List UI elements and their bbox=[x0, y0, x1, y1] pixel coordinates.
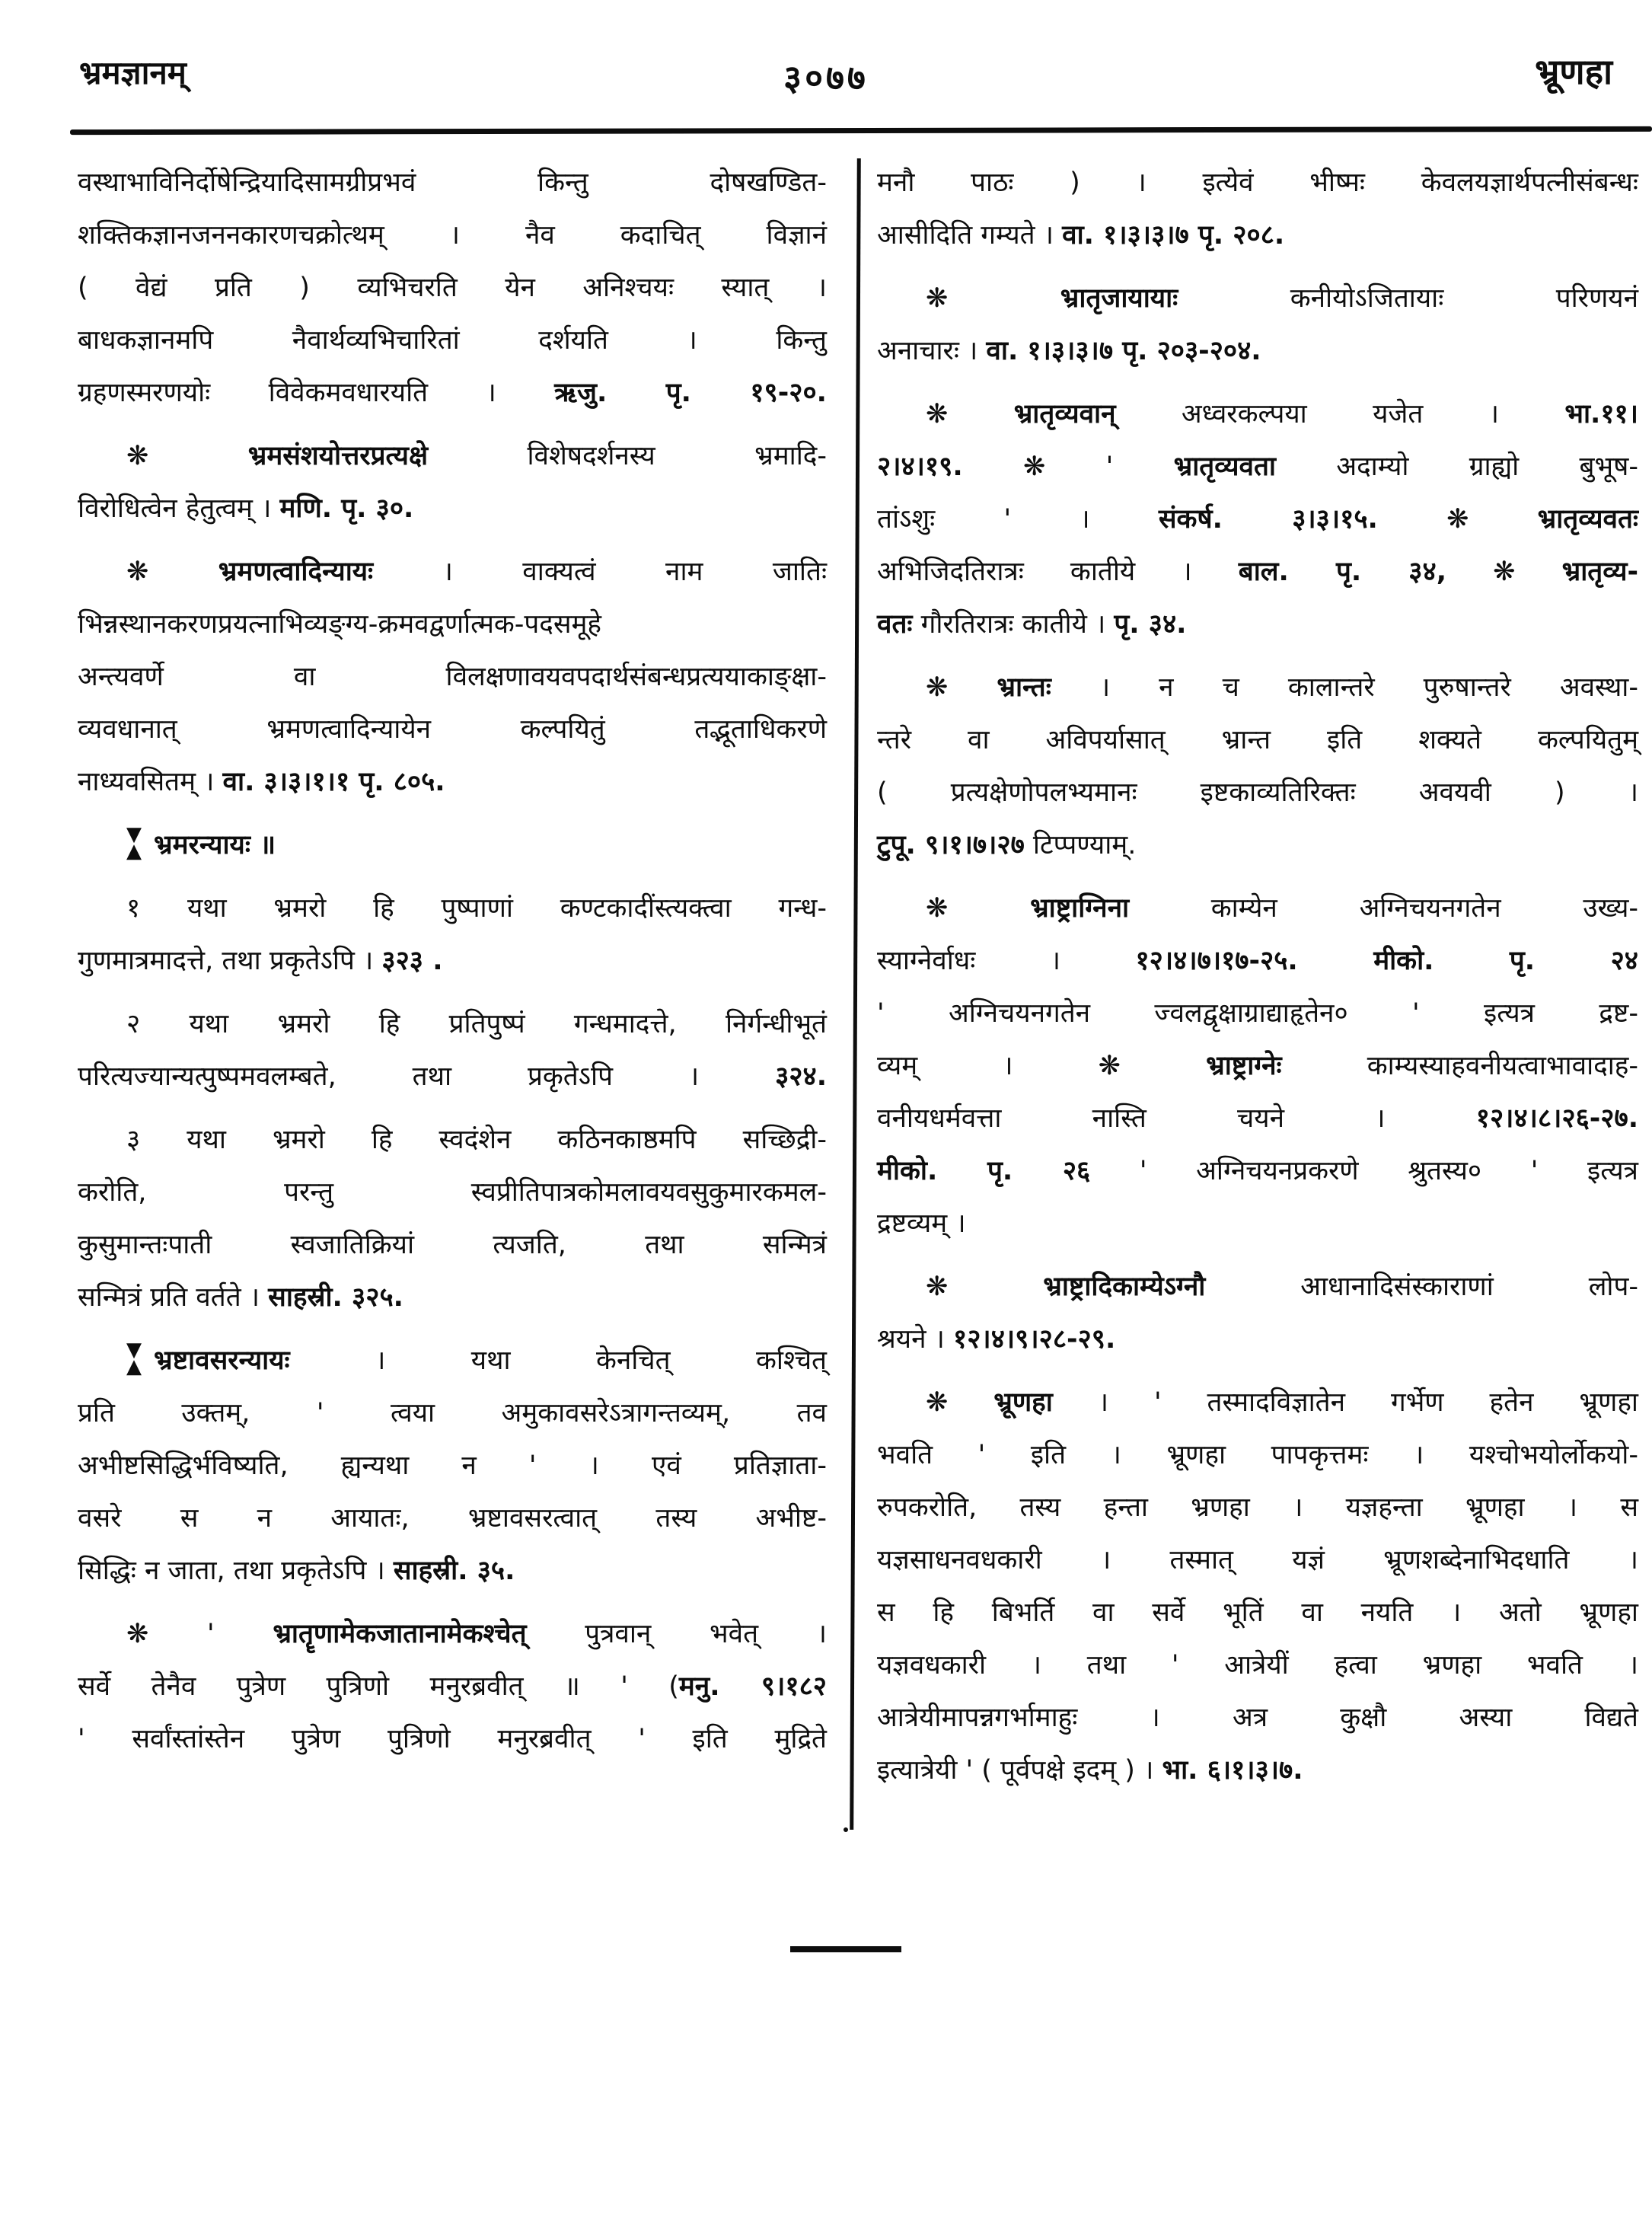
entry-marker-icon: ❋ bbox=[926, 893, 1031, 924]
text-line: ❋ भ्राष्ट्रादिकाम्येऽग्नौ आधानादिसंस्काराणां लोप- bbox=[926, 1272, 1638, 1302]
text-line: तांऽशुः ' । संकर्ष. ३।३।१५. ❋ भ्रातृव्यवतः bbox=[877, 504, 1638, 535]
text-line: २।४।१९. ❋ ' भ्रातृव्यवता अदाम्यो ग्राह्यो बुभूष- bbox=[877, 452, 1638, 482]
text-line: गुणमात्रमादत्ते, तथा प्रकृतेऽपि । ३२३ . bbox=[78, 946, 443, 976]
scan-artifact-dot bbox=[844, 1827, 848, 1832]
text-line: श्रयने । १२।४।९।२८-२९. bbox=[877, 1324, 1116, 1355]
text-line: ( वेद्यं प्रति ) व्यभिचरति येन अनिश्चयः स्यात् । bbox=[78, 273, 827, 303]
text-line: आत्रेयीमापन्नगर्भामाहुः । अत्र कुक्षौ अस्या विद्यते bbox=[877, 1703, 1638, 1733]
entry-marker-icon: ❋ bbox=[926, 672, 997, 703]
text-line: ३ यथा भ्रमरो हि स्वदंशेन कठिनकाष्ठमपि सच्छिद्री- bbox=[126, 1125, 827, 1155]
text-line: ❋ भ्रातृव्यवान् अध्वरकल्पया यजेत । भा.११। bbox=[926, 399, 1638, 429]
text-line: ❋ भ्रमसंशयोत्तरप्रत्यक्षे विशेषदर्शनस्य भ्रमादि- bbox=[126, 441, 827, 471]
text-line: भिन्नस्थानकरणप्रयत्नाभिव्यङ्ग्य-क्रमवद्वर्णात्मक-पदसमूहे bbox=[78, 609, 602, 640]
text-line: मीको. पृ. २६ ' अग्निचयनप्रकरणे श्रुतस्य० ' इत्यत्र bbox=[877, 1156, 1638, 1186]
text-line: न्तरे वा अविपर्यासात् भ्रान्त इति शक्यते कल्पयितुम् bbox=[877, 725, 1638, 755]
entry-marker-icon: ❋ bbox=[126, 441, 248, 471]
text-line: मनौ पाठः ) । इत्येवं भीष्मः केवलयज्ञार्थपत्नीसंबन्धः bbox=[877, 168, 1638, 198]
text-line: वस्थाभाविनिर्दोषेन्द्रियादिसामग्रीप्रभवं किन्तु दोषखण्डित- bbox=[78, 168, 827, 198]
text-line: बाधकज्ञानमपि नैवार्थव्यभिचारितां दर्शयति । किन्तु bbox=[78, 325, 827, 356]
text-line: वतः गौरतिरात्रः कातीये । पृ. ३४. bbox=[877, 609, 1187, 640]
column-divider-rule bbox=[850, 158, 861, 1830]
text-line: सन्मित्रं प्रति वर्तते । साहस्री. ३२५. bbox=[78, 1282, 403, 1313]
text-line: ▼ ▲ भ्रष्टावसरन्यायः । यथा केनचित् कश्चित् bbox=[126, 1339, 827, 1378]
text-line: ❋ ' भ्रातॄणामेकजातानामेकश्चेत् पुत्रवान् भवेत् । bbox=[126, 1619, 827, 1649]
text-line: व्यवधानात् भ्रमणत्वादिन्यायेन कल्पयितुं तद्भूताधिकरणे bbox=[78, 714, 827, 745]
text-line: यज्ञवधकारी । तथा ' आत्रेयीं हत्वा भ्रणहा भवति । bbox=[877, 1650, 1638, 1680]
text-line: ' सर्वांस्तांस्तेन पुत्रेण पुत्रिणो मनुरब्रवीत् ' इति मुद्रिते bbox=[78, 1724, 827, 1754]
text-line: आसीदिति गम्यते । वा. १।३।३।७ पृ. २०८. bbox=[877, 220, 1285, 251]
text-line: नाध्यवसितम् । वा. ३।३।१।१ पृ. ८०५. bbox=[78, 767, 445, 797]
entry-marker-icon: ❋ bbox=[1377, 504, 1538, 535]
text-line: अभिजिदतिरात्रः कातीये । बाल. पृ. ३४, ❋ भ्रातृव्य- bbox=[877, 557, 1639, 587]
text-line: ▼ ▲ भ्रमरन्यायः ॥ bbox=[126, 823, 276, 863]
text-line: स हि बिभर्ति वा सर्वे भूतिं वा नयति । अतो भ्रूणहा bbox=[877, 1597, 1638, 1628]
text-line: द्रष्टव्यम् । bbox=[877, 1208, 966, 1239]
text-line: इत्यात्रेयी ' ( पूर्वपक्षे इदम् ) । भा. ६।१।३।७. bbox=[877, 1755, 1303, 1786]
text-line: ( प्रत्यक्षेणोपलभ्यमानः इष्टकाव्यतिरिक्तः अवयवी ) । bbox=[877, 777, 1638, 808]
text-line: अनाचारः । वा. १।३।३।७ पृ. २०३-२०४. bbox=[877, 336, 1261, 366]
text-line: २ यथा भ्रमरो हि प्रतिपुष्पं गन्धमादत्ते, निर्गन्धीभूतं bbox=[126, 1009, 827, 1039]
text-line: सिद्धिः न जाता, तथा प्रकृतेऽपि । साहस्री. ३५. bbox=[78, 1556, 515, 1586]
entry-marker-icon: ❋ ' bbox=[962, 452, 1174, 482]
fleuron-ornament-icon: ▼ ▲ bbox=[126, 1339, 142, 1378]
header-left-title: भ्रमज्ञानम् bbox=[79, 54, 187, 91]
header-rule bbox=[70, 126, 1652, 135]
text-line: व्यम् । ❋ भ्राष्ट्राग्नेः काम्यस्याहवनीयत्वाभावादाह- bbox=[877, 1051, 1639, 1081]
entry-marker-icon: ❋ bbox=[926, 399, 1014, 429]
text-line: वनीयधर्मवत्ता नास्ति चयने । १२।४।८।२६-२७. bbox=[877, 1103, 1638, 1134]
text-line: १ यथा भ्रमरो हि पुष्पाणां कण्टकादींस्त्यक्त्वा गन्ध- bbox=[126, 893, 827, 924]
text-line: प्रति उक्तम्, ' त्वया अमुकावसरेऽत्रागन्तव्यम्, तव bbox=[78, 1398, 827, 1428]
text-line: ❋ भ्रान्तः । न च कालान्तरे पुरुषान्तरे अवस्था- bbox=[926, 672, 1639, 703]
text-line: ❋ भ्रातृजायायाः कनीयोऽजितायाः परिणयनं bbox=[926, 283, 1639, 314]
entry-marker-icon: ❋ bbox=[126, 557, 218, 587]
text-line: भवति ' इति । भ्रूणहा पापकृत्तमः । यश्चोभयोर्लोकयो- bbox=[877, 1440, 1638, 1470]
text-line: रुपकरोति, तस्य हन्ता भ्रणहा । यज्ञहन्ता भ्रूणहा । स bbox=[877, 1492, 1638, 1523]
text-line: ❋ भ्रूणहा । ' तस्मादविज्ञातेन गर्भेण हतेन भ्रूणहा bbox=[926, 1387, 1638, 1418]
text-line: करोति, परन्तु स्वप्रीतिपात्रकोमलावयवसुकुमारकमल- bbox=[78, 1177, 827, 1208]
text-line: परित्यज्यान्यत्पुष्पमवलम्बते, तथा प्रकृतेऽपि । ३२४. bbox=[78, 1061, 827, 1092]
footer-rule bbox=[790, 1946, 901, 1952]
column-left bbox=[78, 157, 827, 1766]
entry-marker-icon: ❋ bbox=[926, 1387, 994, 1418]
text-line: ' अग्निचयनगतेन ज्वलद्वृक्षाग्राद्याहृतेन० ' इत्यत्र द्रष्ट- bbox=[877, 998, 1638, 1029]
column-right bbox=[877, 157, 1638, 1797]
entry-marker-icon: ❋ ' bbox=[126, 1619, 273, 1649]
text-line: सर्वे तेनैव पुत्रेण पुत्रिणो मनुरब्रवीत् ॥ ' (मनु. ९।१८२ bbox=[78, 1671, 827, 1702]
text-line: अभीष्टसिद्धिर्भविष्यति, ह्यन्यथा न ' । एवं प्रतिज्ञाता- bbox=[78, 1451, 827, 1481]
entry-marker-icon: ❋ bbox=[926, 1272, 1044, 1302]
entry-marker-icon: ❋ bbox=[1446, 557, 1562, 587]
text-line: टुपू. ९।१।७।२७ टिप्पण्याम्. bbox=[877, 830, 1137, 860]
header-page-number: ३०७७ bbox=[783, 57, 869, 98]
text-line: कुसुमान्तःपाती स्वजातिक्रियां त्यजति, तथा सन्मित्रं bbox=[78, 1230, 827, 1260]
text-line: यज्ञसाधनवधकारी । तस्मात् यज्ञं भ्रूणशब्देनाभिदधाति । bbox=[877, 1545, 1638, 1575]
header-right-title: भ्रूणहा bbox=[1535, 51, 1612, 92]
text-line: विरोधित्वेन हेतुत्वम् । मणि. पृ. ३०. bbox=[78, 493, 414, 524]
text-line: ❋ भ्राष्ट्राग्निना काम्येन अग्निचयनगतेन उख्य- bbox=[926, 893, 1638, 924]
text-line: स्याग्नेर्वाधः । १२।४।७।१७-२५. मीको. पृ. २४ bbox=[877, 946, 1638, 976]
text-line: वसरे स न आयातः, भ्रष्टावसरत्वात् तस्य अभीष्ट- bbox=[78, 1503, 827, 1534]
text-line: ग्रहणस्मरणयोः विवेकमवधारयति । ऋजु. पृ. १९-२०. bbox=[78, 378, 827, 408]
text-line: शक्तिकज्ञानजननकारणचक्रोत्थम् । नैव कदाचित् विज्ञानं bbox=[78, 220, 827, 251]
fleuron-ornament-icon: ▼ ▲ bbox=[126, 823, 142, 863]
text-line: ❋ भ्रमणत्वादिन्यायः । वाक्यत्वं नाम जातिः bbox=[126, 557, 828, 587]
entry-marker-icon: ❋ bbox=[926, 283, 1060, 314]
text-line: अन्त्यवर्णे वा विलक्षणावयवपदार्थसंबन्धप्रत्ययाकाङ्क्षा- bbox=[78, 662, 827, 692]
